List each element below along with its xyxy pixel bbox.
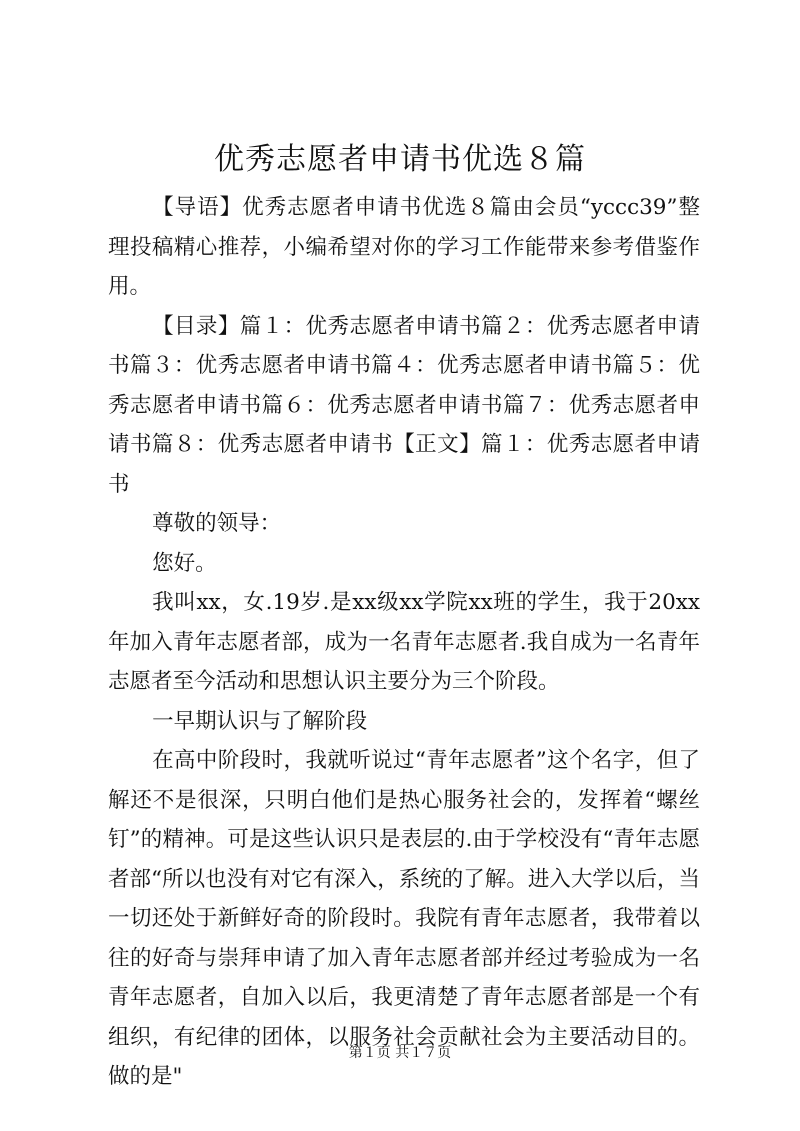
page-title: 优秀志愿者申请书优选８篇 [214,142,586,177]
document-body [108,188,700,1097]
greeting-paragraph: 您好。 [152,550,217,576]
self-introduction-paragraph: 我叫xx，女.19岁.是xx级xx学院xx班的学生，我于20xx年加入青年志愿者部，成为一名青年志愿者.我自成为一名青年志愿者至今活动和思想认识主要分为三个阶段。 [108,590,700,694]
page-number-footer: 第１页 共１７页 [348,1045,452,1061]
intro-paragraph: 【导语】优秀志愿者申请书优选８篇由会员“yccc39”整理投稿精心推荐，小编希望对你的学习工作能带来参考借鉴作用。 [108,195,700,299]
section-heading-paragraph: 一早期认识与了解阶段 [152,708,368,734]
salutation-paragraph: 尊敬的领导： [152,511,282,536]
table-of-contents-paragraph: 【目录】篇１：优秀志愿者申请书篇２：优秀志愿者申请书篇３：优秀志愿者申请书篇４：优秀志愿者申请书篇５：优秀志愿者申请书篇６：优秀志愿者申请书篇７：优秀志愿者申请书篇８：优秀志愿者申请书【正文】篇１：优秀志愿者申请书 [108,313,700,497]
body-paragraph: 在高中阶段时，我就听说过“青年志愿者”这个名字，但了解还不是很深，只明白他们是热心服务社会的，发挥着“螺丝钉”的精神。可是这些认识只是表层的.由于学校没有“青年志愿者部“所以也没有对它有深入，系统的了解。进入大学以后，当一切还处于新鲜好奇的阶段时。我院有青年志愿者，我带着以往的好奇与崇拜申请了加入青年志愿者部并经过考验成为一名青年志愿者，自加入以后，我更清楚了青年志愿者部是一个有组织，有纪律的团体，以服务社会贡献社会为主要活动目的。做的是" [108,748,700,1089]
